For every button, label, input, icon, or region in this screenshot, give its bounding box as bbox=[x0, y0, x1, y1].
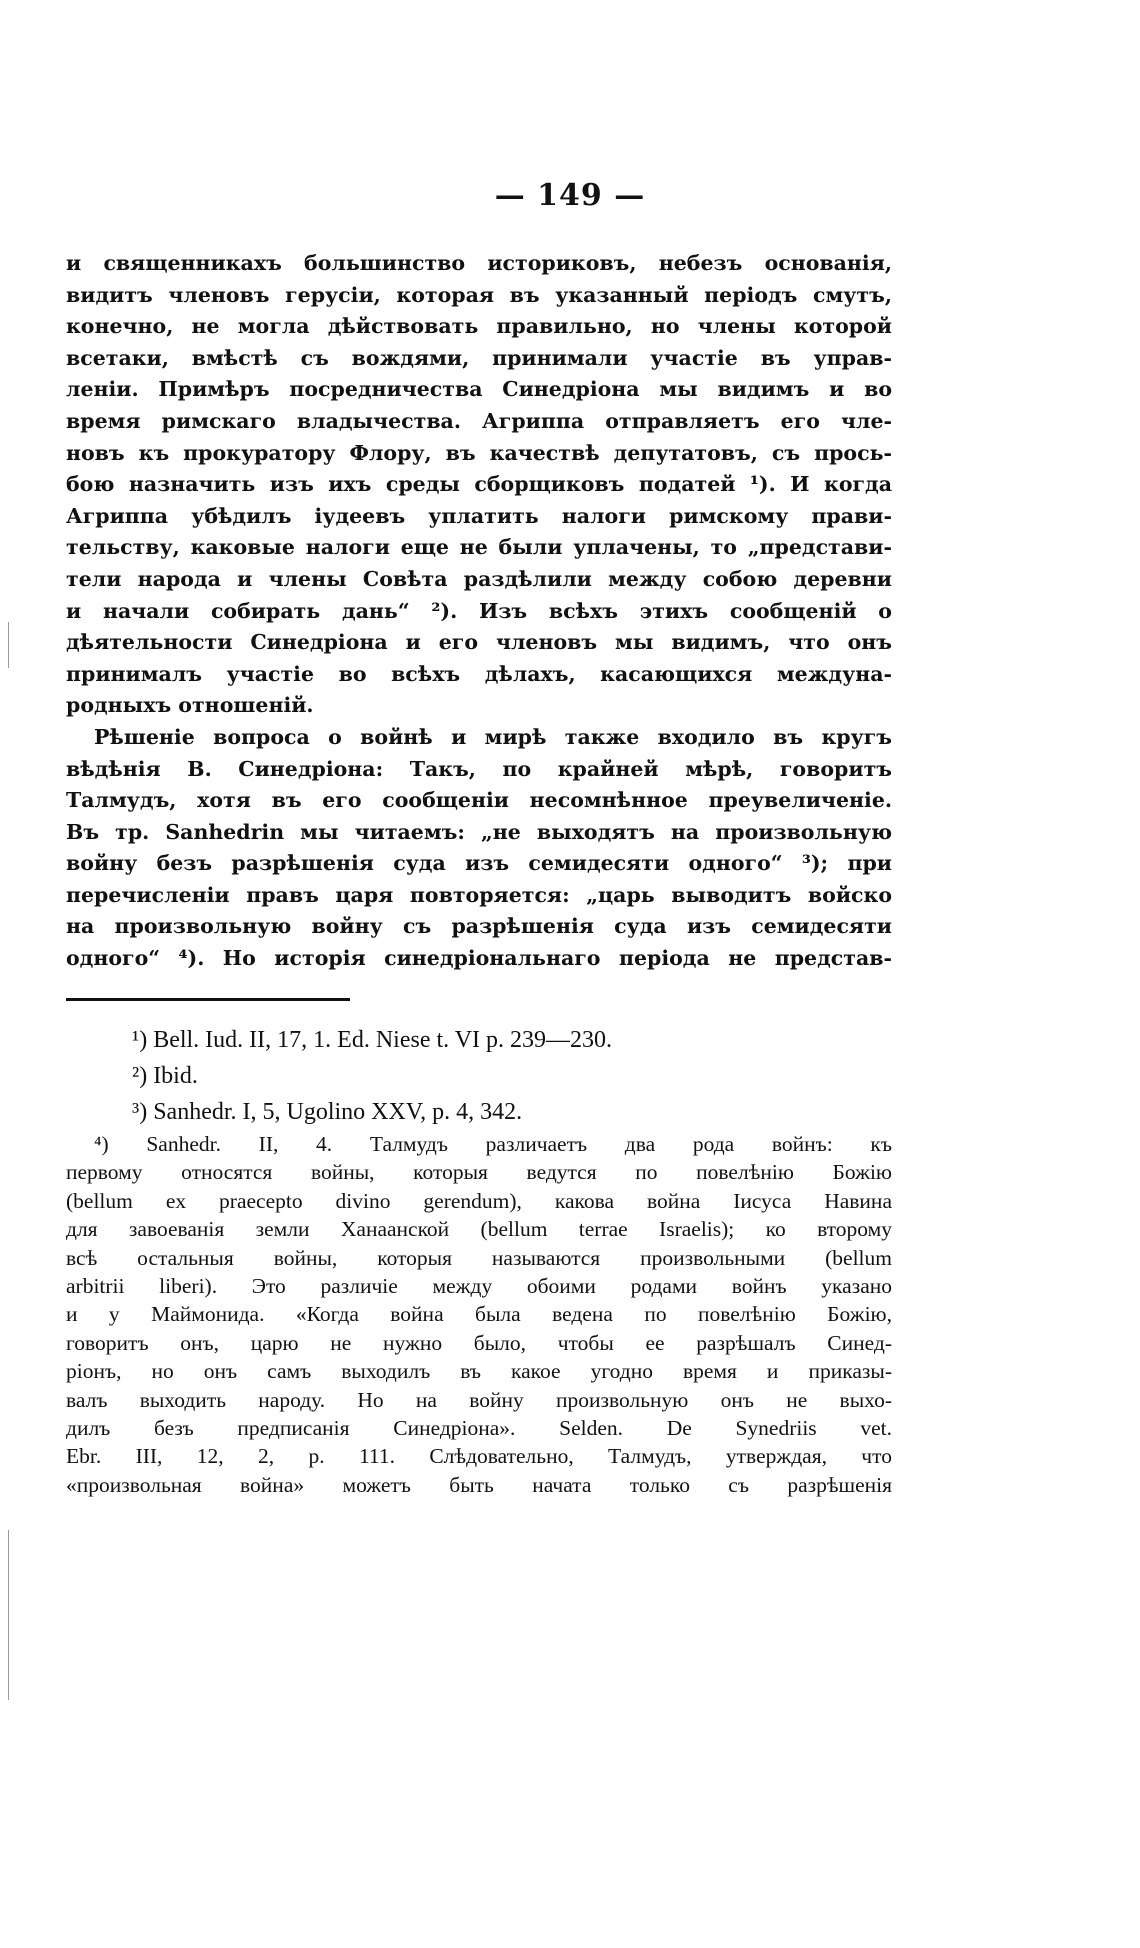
footnote-line: ³) Sanhedr. I, 5, Ugolino XXV, p. 4, 342. bbox=[132, 1099, 523, 1125]
body-line: Въ тр. Sanhedrin мы читаемъ: „не выходятъ на произвольную bbox=[66, 819, 892, 844]
body-line: перечисленіи правъ царя повторяется: „царь выводитъ войско bbox=[66, 882, 892, 907]
footnotes bbox=[66, 1022, 892, 1499]
footnote-line: ¹) Bell. Iud. II, 17, 1. Ed. Niese t. VI p. 239—230. bbox=[132, 1027, 613, 1053]
body-line: на произвольную войну съ разрѣшенія суда изъ семидесяти bbox=[66, 914, 892, 939]
body-line: принималъ участіе во всѣхъ дѣлахъ, касающихся междуна- bbox=[66, 661, 892, 686]
body-line: Агриппа убѣдилъ іудеевъ уплатить налоги римскому прави- bbox=[66, 503, 892, 528]
body-text bbox=[66, 248, 892, 975]
body-line: войну безъ разрѣшенія суда изъ семидесяти одного“ ³); при bbox=[66, 851, 892, 876]
left-margin-mark bbox=[8, 1530, 9, 1700]
footnote-line: ріонъ, но онъ самъ выходилъ въ какое угодно время и приказы- bbox=[66, 1359, 892, 1384]
footnote-line: валъ выходить народу. Но на войну произвольную онъ не выхо- bbox=[66, 1387, 892, 1412]
footnote-divider bbox=[66, 998, 350, 1001]
footnote-line: первому относятся войны, которыя ведутся по повелѣнію Божію bbox=[66, 1160, 892, 1185]
body-line: видитъ членовъ герусіи, которая въ указанный періодъ смутъ, bbox=[66, 282, 892, 307]
body-line: родныхъ отношеній. bbox=[66, 693, 314, 718]
body-line: время римскаго владычества. Агриппа отправляетъ его чле- bbox=[66, 408, 892, 433]
body-line: новъ къ прокуратору Флору, въ качествѣ депутатовъ, съ прось- bbox=[66, 440, 892, 465]
body-line: тельству, каковые налоги еще не были уплачены, то „представи- bbox=[66, 535, 892, 560]
body-line: тели народа и члены Совѣта раздѣлили между собою деревни bbox=[66, 566, 892, 591]
footnote-line: arbitrii liberi). Это различіе между обоими родами войнъ указано bbox=[66, 1273, 892, 1298]
body-line: бою назначить изъ ихъ среды сборщиковъ податей ¹). И когда bbox=[66, 472, 892, 497]
left-margin-mark bbox=[8, 622, 9, 668]
body-line: конечно, не могла дѣйствовать правильно, но члены которой bbox=[66, 314, 892, 339]
body-line: Рѣшеніе вопроса о войнѣ и мирѣ также входило въ кругъ bbox=[94, 724, 892, 749]
body-line: леніи. Примѣръ посредничества Синедріона мы видимъ и во bbox=[66, 377, 892, 402]
footnote-line: (bellum ex praecepto divino gerendum), какова война Іисуса Навина bbox=[66, 1188, 892, 1213]
footnote-line: всѣ остальныя войны, которыя называются произвольными (bellum bbox=[66, 1245, 892, 1270]
footnote-line: ²) Ibid. bbox=[132, 1063, 198, 1089]
body-line: и священникахъ большинство историковъ, небезъ основанія, bbox=[66, 251, 892, 275]
body-line: Талмудъ, хотя въ его сообщеніи несомнѣнное преувеличеніе. bbox=[66, 788, 892, 813]
footnote-line: говоритъ онъ, царю не нужно было, чтобы ее разрѣшалъ Синед- bbox=[66, 1330, 892, 1355]
footnote-line: дилъ безъ предписанія Синедріона». Selden. De Synedriis vet. bbox=[66, 1415, 892, 1440]
body-line: и начали собирать дань“ ²). Изъ всѣхъ этихъ сообщеній о bbox=[66, 598, 892, 623]
footnote-line: Ebr. III, 12, 2, p. 111. Слѣдовательно, Талмудъ, утверждая, что bbox=[66, 1444, 892, 1469]
footnote-line: ⁴) Sanhedr. II, 4. Талмудъ различаетъ два рода войнъ: къ bbox=[94, 1132, 892, 1156]
footnote-line: «произвольная война» можетъ быть начата только съ разрѣшенія bbox=[66, 1472, 892, 1497]
footnote-line: для завоеванія земли Ханаанской (bellum terrae Israelis); ко второму bbox=[66, 1217, 892, 1242]
page-number: — 149 — bbox=[494, 178, 646, 213]
body-line: вѣдѣнія В. Синедріона: Такъ, по крайней мѣрѣ, говоритъ bbox=[66, 756, 892, 781]
body-line: всетаки, вмѣстѣ съ вождями, принимали участіе въ управ- bbox=[66, 345, 892, 370]
body-line: одного“ ⁴). Но исторія синедріональнаго періода не представ- bbox=[66, 946, 892, 971]
body-line: дѣятельности Синедріона и его членовъ мы видимъ, что онъ bbox=[66, 630, 892, 655]
footnote-line: и у Маймонида. «Когда война была ведена по повелѣнію Божію, bbox=[66, 1302, 892, 1327]
